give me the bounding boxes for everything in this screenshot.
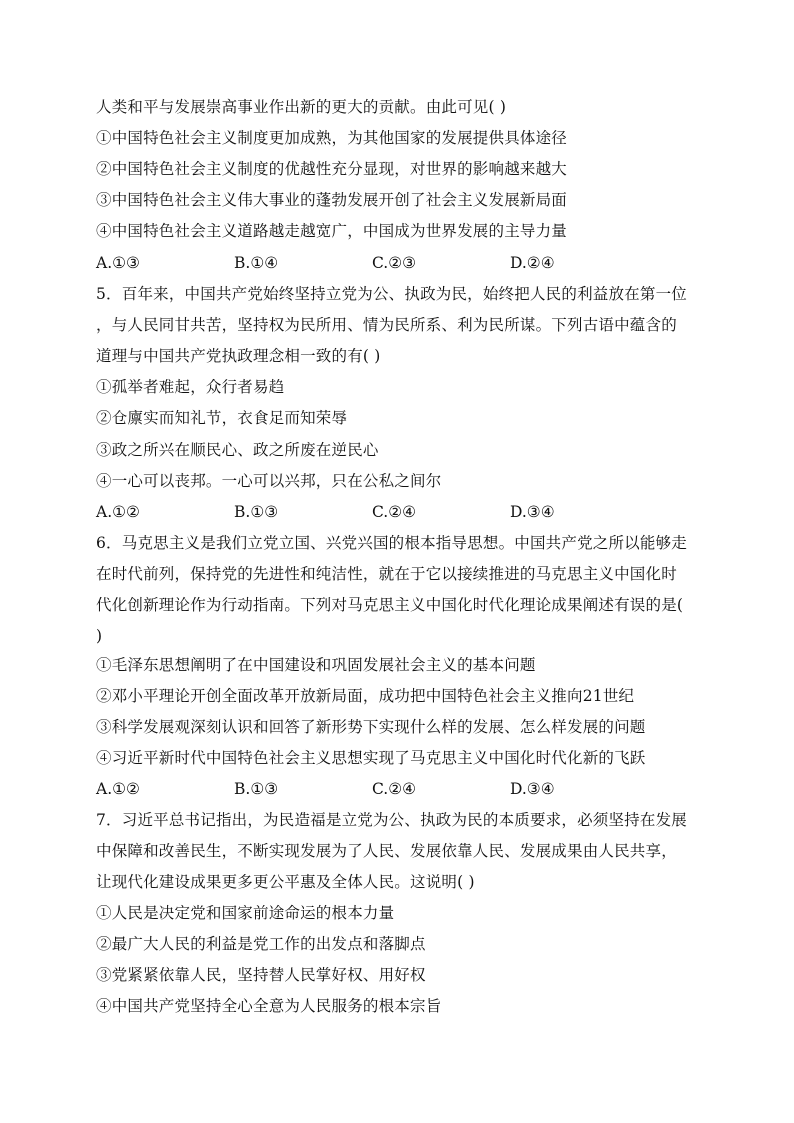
q4-statement-2: ②中国特色社会主义制度的优越性充分显现，对世界的影响越来越大: [96, 160, 568, 178]
q6-stem-line-3: 代化创新理论作为行动指南。下列对马克思主义中国化时代化理论成果阐述有误的是(: [96, 596, 684, 614]
q7-stem-line-2: 中保障和改善民生，不断实现发展为了人民、发展依靠人民、发展成果由人民共享，: [96, 842, 677, 860]
q4-stem-continuation: 人类和平与发展崇高事业作出新的更大的贡献。由此可见( ): [96, 98, 507, 116]
q4-options: [96, 253, 700, 273]
q4-statement-1: ①中国特色社会主义制度更加成熟，为其他国家的发展提供具体途径: [96, 129, 568, 147]
q6-statement-3: ③科学发展观深刻认识和回答了新形势下实现什么样的发展、怎么样发展的问题: [96, 718, 646, 736]
q7-statement-1: ①人民是决定党和国家前途命运的根本力量: [96, 904, 395, 922]
q5-option-a: A.①②: [96, 503, 140, 521]
q7-statement-4: ④中国共产党坚持全心全意为人民服务的根本宗旨: [96, 997, 442, 1015]
q5-stem-line-1: 5．百年来，中国共产党始终坚持立党为公、执政为民，始终把人民的利益放在第一位: [96, 285, 687, 303]
q5-statement-1: ①孤举者难起，众行者易趋: [96, 378, 285, 396]
q7-statement-2: ②最广大人民的利益是党工作的出发点和落脚点: [96, 935, 426, 953]
q6-option-d: D.③④: [510, 780, 555, 798]
q6-options: [96, 779, 700, 799]
q6-stem-line-2: 在时代前列，保持党的先进性和纯洁性，就在于它以接续推进的马克思主义中国化时: [96, 565, 677, 583]
q6-stem-line-4: ): [96, 627, 103, 645]
q6-option-a: A.①②: [96, 780, 140, 798]
q4-option-b: B.①④: [234, 254, 279, 272]
q5-statement-3: ③政之所兴在顺民心、政之所废在逆民心: [96, 441, 379, 459]
q4-option-c: C.②③: [372, 254, 417, 272]
q5-statement-2: ②仓廪实而知礼节，衣食足而知荣辱: [96, 409, 348, 427]
q7-statement-3: ③党紧紧依靠人民，坚持替人民掌好权、用好权: [96, 966, 426, 984]
q6-option-c: C.②④: [372, 780, 417, 798]
q6-statement-1: ①毛泽东思想阐明了在中国建设和巩固发展社会主义的基本问题: [96, 656, 536, 674]
q5-stem-line-3: 道理与中国共产党执政理念相一致的有( ): [96, 347, 381, 365]
q5-stem-line-2: ，与人民同甘共苦，坚持权为民所用、情为民所系、利为民所谋。下列古语中蕴含的: [96, 316, 677, 334]
q4-option-a: A.①③: [96, 254, 140, 272]
q6-statement-4: ④习近平新时代中国特色社会主义思想实现了马克思主义中国化时代化新的飞跃: [96, 749, 646, 767]
q6-option-b: B.①③: [234, 780, 279, 798]
q5-option-c: C.②④: [372, 503, 417, 521]
q7-stem-line-3: 让现代化建设成果更多更公平惠及全体人民。这说明( ): [96, 873, 475, 891]
q5-options: [96, 502, 700, 522]
q5-option-d: D.③④: [510, 503, 555, 521]
q6-statement-2: ②邓小平理论开创全面改革开放新局面，成功把中国特色社会主义推向21世纪: [96, 687, 635, 705]
q7-stem-line-1: 7．习近平总书记指出，为民造福是立党为公、执政为民的本质要求，必须坚持在发展: [96, 811, 687, 829]
q4-statement-3: ③中国特色社会主义伟大事业的蓬勃发展开创了社会主义发展新局面: [96, 191, 568, 209]
q4-option-d: D.②④: [510, 254, 555, 272]
q5-statement-4: ④一心可以丧邦。一心可以兴邦，只在公私之间尔: [96, 472, 442, 490]
q6-stem-line-1: 6．马克思主义是我们立党立国、兴党兴国的根本指导思想。中国共产党之所以能够走: [96, 534, 687, 552]
q4-statement-4: ④中国特色社会主义道路越走越宽广，中国成为世界发展的主导力量: [96, 222, 568, 240]
q5-option-b: B.①③: [234, 503, 279, 521]
